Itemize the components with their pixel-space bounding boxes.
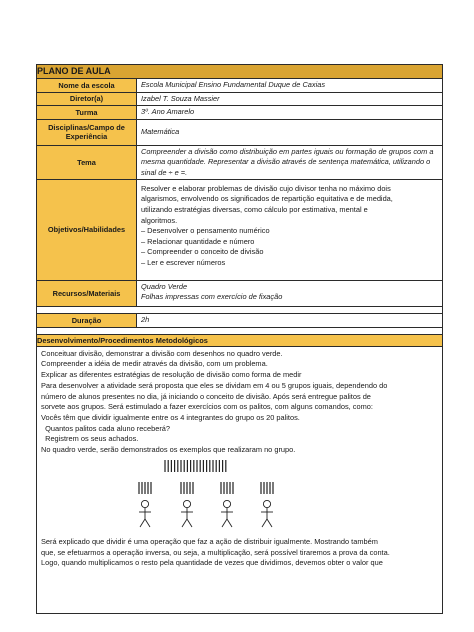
division-illustration [41,456,438,534]
label-turma: Turma [37,106,137,119]
body-line: Vocês têm que dividir igualmente entre os 4 integrantes do grupo os 20 palitos. [41,413,300,422]
person-leg [267,519,272,527]
body-line: Conceituar divisão, demonstrar a divisão com desenhos no quadro verde. [41,348,283,358]
value-turma: 3º. Ano Amarelo [141,107,195,117]
row-turma [37,105,442,119]
recurso-line: Folhas impressas com exercício de fixação [141,292,283,302]
row-escola [37,78,442,92]
row-duracao [37,313,442,327]
body-line: que, se efetuarmos a operação inversa, ou seja, a multiplicação, será possível tiraremos a prova da conta. [41,547,390,557]
body-line: Explicar as diferentes estratégias de resolução de divisão como forma de medir [41,370,302,380]
spacer [37,327,442,334]
value-duracao: 2h [141,314,150,324]
label-recursos: Recursos/Materiais [37,281,137,306]
person-leg [187,519,192,527]
body-line: Quantos palitos cada aluno receberá? [41,423,171,433]
row-diretor [37,92,442,106]
objetivo-line: – Ler e escrever números [141,257,226,267]
section-body [37,346,442,613]
value-disciplinas: Matemática [141,126,180,136]
objetivo-line: algoritmos. [141,215,178,225]
person-leg [182,519,187,527]
value-diretor: Izabel T. Souza Massier [141,93,220,103]
lesson-plan-table [36,64,443,614]
label-escola: Nome da escola [37,79,137,92]
objetivo-line: – Compreender o conceito de divisão [141,247,264,257]
recurso-line: Quadro Verde [141,281,188,291]
label-objetivos: Objetivos/Habilidades [37,180,137,280]
plan-title: PLANO DE AULA [37,65,442,78]
objetivo-line: Resolver e elaborar problemas de divisão cujo divisor tenha no máximo dois [141,183,391,193]
value-objetivos [137,180,442,280]
label-diretor: Diretor(a) [37,93,137,106]
person-leg [140,519,145,527]
body-line: Registrem os seus achados. [41,434,139,444]
body-line: No quadro verde, serão demonstrados os exemplos que realizaram no grupo. [41,445,296,455]
person-head [183,500,190,507]
label-duracao: Duração [37,314,137,327]
label-tema: Tema [37,146,137,179]
body-line: Será explicado que dividir é uma operação que faz a ação de distribuir igualmente. Mostrando também [41,536,378,546]
person-head [263,500,270,507]
body-line: Logo, quando multiplicamos o resto pela quantidade de vezes que dividimos, devemos obter o valor que [41,558,383,568]
person-head [141,500,148,507]
spacer [37,306,442,313]
label-disciplinas: Disciplinas/Campo de Experiência [37,120,137,145]
objetivo-line: – Desenvolver o pensamento numérico [141,226,270,236]
section-heading: Desenvolvimento/Procedimentos Metodológicos [37,334,442,346]
body-line: Compreender a idéia de medir através da divisão, com um problema. [41,359,268,369]
sticks-and-people-drawing [41,456,438,534]
value-tema: Compreender a divisão como distribuição em partes iguais ou formação de grupos com a mesma quantidade. Representar a divisão através de sentença matemática, utilizando o sinal de ÷ e =. [141,146,434,177]
body-line: Para desenvolver a atividade será proposta que eles se dividam em 4 ou 5 grupos iguais, dependendo do [41,380,388,390]
objetivo-line: utilizando estratégias diversas, como cálculo por estimativa, mental e [141,204,368,214]
row-tema [37,145,442,179]
row-recursos [37,280,442,306]
row-objetivos [37,179,442,280]
person-leg [145,519,150,527]
person-leg [222,519,227,527]
value-recursos [137,281,442,306]
row-disciplinas [37,119,442,145]
person-leg [262,519,267,527]
objetivo-line: – Relacionar quantidade e número [141,236,255,246]
value-escola: Escola Municipal Ensino Fundamental Duque de Caxias [141,80,326,89]
objetivo-line: algarismos, envolvendo os significados de repartição equitativa e de medida, [141,194,393,204]
person-head [223,500,230,507]
after-text [41,537,438,569]
person-leg [227,519,232,527]
body-line: número de alunos presentes no dia, já iniciando o conceito de divisão. Após será entregue palitos de [41,391,371,401]
body-line: sorvete aos grupos. Será estimulado a fazer exercícios com os palitos, com alguns comandos, como: [41,402,373,412]
